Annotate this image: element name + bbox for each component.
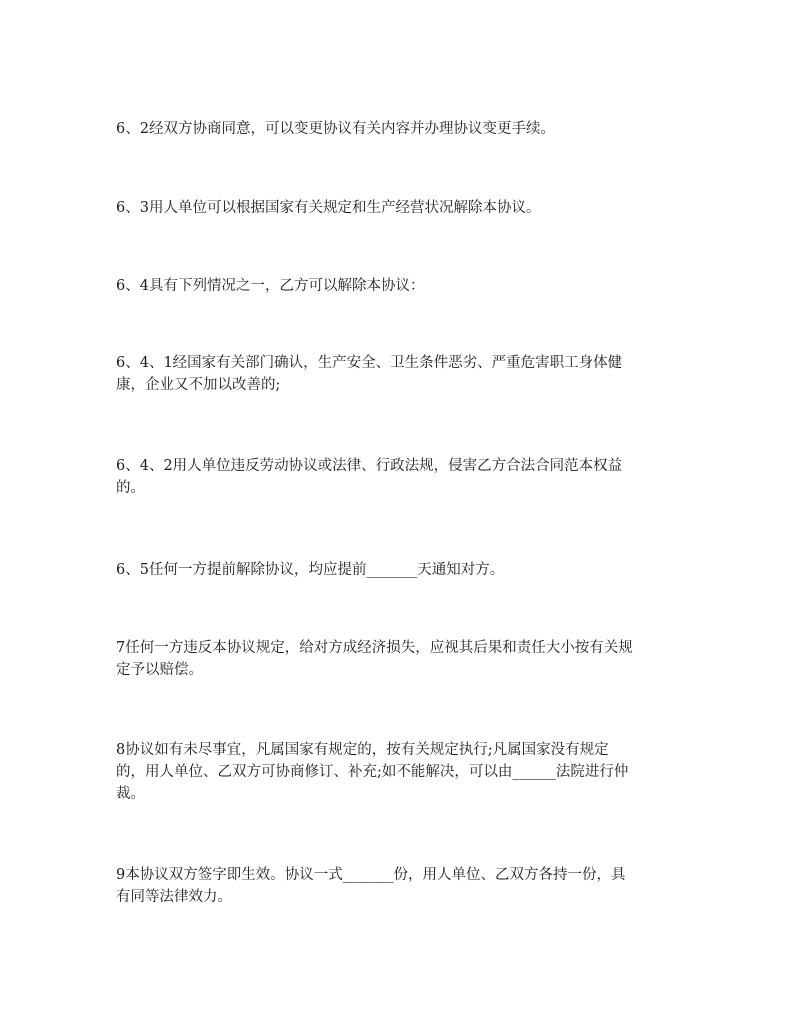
clause-8	[116, 739, 681, 805]
clause-line: 康，企业又不加以改善的;	[116, 377, 281, 393]
clause-6-4-1	[116, 352, 681, 396]
clause-line: 裁。	[116, 786, 145, 802]
clause-6-4	[116, 275, 681, 297]
clause-line: 9本协议双方签字即生效。协议一式_______份，用人单位、乙双方各持一份，具	[116, 867, 626, 883]
clause-7	[116, 637, 681, 681]
clause-line: 的。	[116, 480, 145, 496]
clause-6-5	[116, 559, 681, 581]
clause-line: 6、5任何一方提前解除协议，均应提前_______天通知对方。	[116, 562, 505, 578]
clause-line: 6、4、1经国家有关部门确认，生产安全、卫生条件恶劣、严重危害职工身体健	[116, 355, 623, 371]
clause-line: 定予以赔偿。	[116, 662, 203, 678]
clause-line: 的，用人单位、乙双方可协商修订、补充;如不能解决，可以由______法院进行仲	[116, 764, 629, 780]
clause-line: 7任何一方违反本协议规定，给对方成经济损失，应视其后果和责任大小按有关规	[116, 640, 633, 656]
clause-line: 6、4具有下列情况之一，乙方可以解除本协议：	[116, 278, 425, 294]
clause-line: 8协议如有未尽事宜，凡属国家有规定的，按有关规定执行;凡属国家没有规定	[116, 742, 609, 758]
clause-line: 6、3用人单位可以根据国家有关规定和生产经营状况解除本协议。	[116, 200, 541, 216]
clause-6-4-2	[116, 455, 681, 499]
clause-line: 6、2经双方协商同意，可以变更协议有关内容并办理协议变更手续。	[116, 121, 555, 137]
clause-line: 6、4、2用人单位违反劳动协议或法律、行政法规，侵害乙方合法合同范本权益	[116, 458, 623, 474]
clause-line: 有同等法律效力。	[116, 889, 232, 905]
clause-9	[116, 864, 681, 908]
clause-6-2	[116, 118, 681, 140]
clause-6-3	[116, 197, 681, 219]
